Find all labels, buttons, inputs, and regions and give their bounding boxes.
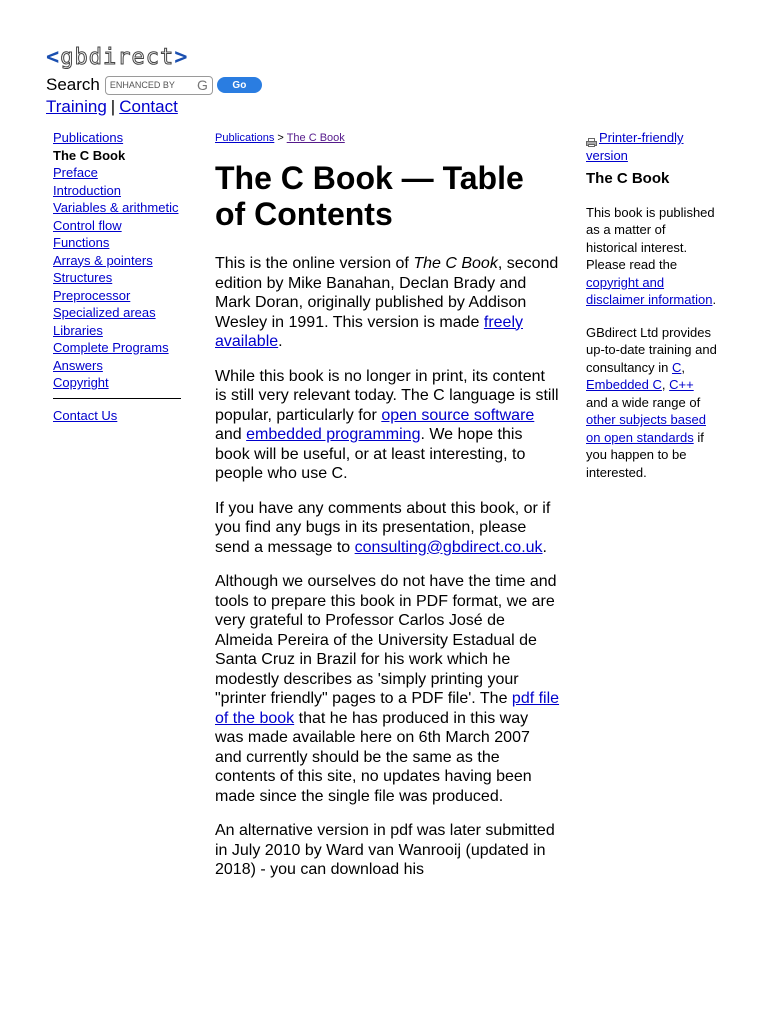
search-row	[46, 74, 262, 96]
nav-contact-link[interactable]: Contact	[119, 97, 178, 116]
p1-text-a: This is the online version of	[215, 255, 414, 272]
logo-text: gbdirect	[60, 45, 175, 70]
rp2-text-a: GBdirect Ltd provides up-to-date training and consultancy in	[586, 324, 717, 375]
nav-separator: |	[110, 97, 116, 116]
p2-text-b: and	[215, 426, 247, 443]
sidebar-item-complete-programs[interactable]: Complete Programs	[53, 340, 169, 355]
sidebar-item-libraries[interactable]: Libraries	[53, 322, 103, 338]
rp2-text-c: ,	[661, 377, 670, 392]
sidebar-item-introduction[interactable]: Introduction	[53, 182, 121, 198]
p2-text-a: While this book is no longer in print, its content is still very relevant today. The C language is still popular, particularly for	[215, 367, 559, 424]
intro-paragraph	[215, 254, 560, 352]
sidebar-item-answers[interactable]: Answers	[53, 357, 103, 373]
p1-text-b: , second edition by Mike Banahan, Declan Brady and Mark Doran, originally published by Addison Wesley in 1991. This version is made	[215, 255, 559, 331]
printer-friendly-row	[586, 129, 718, 164]
sidebar-item-structures[interactable]: Structures	[53, 270, 113, 285]
embedded-c-link[interactable]: Embedded C	[586, 377, 662, 392]
rp2-text-b: ,	[681, 359, 686, 375]
sidebar-item-publications[interactable]: Publications	[53, 130, 124, 145]
open-source-software-link[interactable]: open source software	[381, 406, 535, 424]
p4-text-a: Although we ourselves do not have the time and tools to prepare this book in PDF format, we are very grateful to Professor Carlos José de Almeida Pereira of the University Estadual de Santa Cruz in Brazil for his work which he modestly describes as 'simply printing your "printer friendly" pages to a PDF file'. The	[215, 573, 557, 707]
copyright-disclaimer-link[interactable]: copyright and disclaimer information	[586, 274, 713, 307]
sidebar-item-the-c-book: The C Book	[53, 147, 126, 163]
rp1-text-b: .	[712, 292, 717, 307]
p1-book-title: The C Book	[413, 255, 498, 272]
logo-open-bracket: <	[46, 45, 61, 70]
main-content	[215, 130, 560, 895]
c-training-link[interactable]: C	[672, 359, 682, 375]
left-sidebar	[53, 129, 183, 424]
breadcrumb-publications-link[interactable]: Publications	[215, 132, 275, 144]
sidebar-item-preprocessor[interactable]: Preprocessor	[53, 287, 131, 303]
printer-icon[interactable]	[586, 134, 597, 143]
search-placeholder: ENHANCED BY	[109, 80, 175, 90]
p1-text-c: .	[278, 333, 283, 350]
pdf-file-link[interactable]: pdf file of the book	[215, 690, 560, 727]
sidebar-item-preface[interactable]: Preface	[53, 165, 98, 180]
google-icon: G	[196, 77, 208, 93]
sidebar-item-arrays-pointers[interactable]: Arrays & pointers	[53, 252, 153, 268]
other-subjects-link[interactable]: other subjects based on open standards	[586, 412, 706, 445]
go-button[interactable]: Go	[217, 77, 262, 93]
pdf-paragraph	[215, 572, 560, 806]
p5-text-a: An alternative version in pdf was later submitted in July 2010 by Ward van Wanrooij (updated in 2018) - you can download his	[215, 822, 555, 878]
alternative-pdf-paragraph	[215, 821, 560, 880]
rp2-text-e: if you happen to be interested.	[586, 429, 704, 480]
sidebar-item-copyright[interactable]: Copyright	[53, 375, 109, 390]
right-sidebar	[586, 129, 718, 496]
breadcrumb-separator: >	[277, 132, 284, 144]
breadcrumb	[215, 130, 560, 146]
gbdirect-logo[interactable]	[46, 44, 188, 72]
historical-note	[586, 204, 718, 309]
email-link[interactable]: consulting@gbdirect.co.uk	[354, 538, 543, 556]
breadcrumb-the-c-book-link[interactable]: The C Book	[286, 132, 345, 144]
right-sidebar-title: The C Book	[586, 170, 670, 187]
page-title: The C Book — Table of Contents	[215, 160, 524, 232]
gbdirect-services-note	[586, 324, 718, 482]
embedded-programming-link[interactable]: embedded programming	[246, 426, 421, 443]
search-input[interactable]	[105, 76, 213, 95]
rp1-text-a: This book is published as a matter of historical interest. Please read the	[586, 204, 715, 272]
sidebar-item-variables-arithmetic[interactable]: Variables & arithmetic	[53, 200, 179, 215]
p4-text-b: that he has produced in this way was made available here on 6th March 2007 and currently should be the same as the contents of this site, no updates having been made since the single file was produced.	[215, 709, 532, 805]
sidebar-item-functions[interactable]: Functions	[53, 235, 110, 250]
sidebar-contact-us-link[interactable]: Contact Us	[53, 407, 118, 423]
top-nav	[46, 97, 178, 117]
p3-text-a: If you have any comments about this book, or if you find any bugs in its presentation, please send a message to	[215, 499, 551, 556]
freely-available-link[interactable]: freely available	[215, 313, 523, 350]
relevance-paragraph	[215, 367, 560, 484]
logo-close-bracket: >	[174, 45, 189, 70]
search-label: Search	[46, 75, 100, 94]
sidebar-item-control-flow[interactable]: Control flow	[53, 217, 122, 233]
printer-friendly-link[interactable]: Printer-friendly version	[586, 130, 684, 163]
nav-training-link[interactable]: Training	[46, 97, 107, 116]
rp2-text-d: and a wide range of	[586, 394, 701, 410]
p2-text-c: . We hope this book will be useful, or at least interesting, to people who use C.	[215, 426, 526, 482]
comments-paragraph	[215, 499, 560, 558]
sidebar-divider	[53, 398, 181, 399]
sidebar-item-specialized-areas[interactable]: Specialized areas	[53, 305, 156, 320]
p3-text-b: .	[542, 538, 547, 556]
cpp-link[interactable]: C++	[669, 377, 694, 392]
